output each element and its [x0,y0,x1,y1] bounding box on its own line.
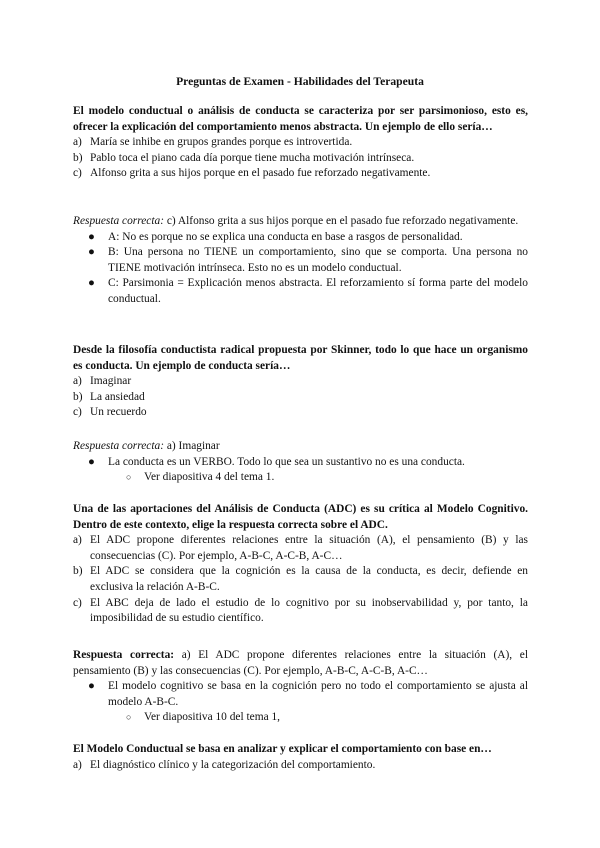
explanation-item: ● C: Parsimonia = Explicación menos abstracta. El reforzamiento sí forma parte del modelo conductual. [88,277,528,305]
explanation-subitem: ○ Ver diapositiva 10 del tema 1, [126,711,281,724]
options-list [73,758,528,774]
option-c: c) Alfonso grita a sus hijos porque en el pasado fue reforzado negativamente. [73,167,431,180]
explanation-list [73,679,528,726]
question-text: Desde la filosofía conductista radical propuesta por Skinner, todo lo que hace un organismo es conducta. Un ejemplo de conducta sería… [73,344,528,372]
question-text: Una de las aportaciones del Análisis de Conducta (ADC) es su crítica al Modelo Cognitivo. Dentro de este contexto, elige la respuesta correcta sobre el ADC. [73,503,528,531]
question-3 [73,502,528,627]
option-a: a) Imaginar [73,375,132,388]
option-a: a) El diagnóstico clínico y la categorización del comportamiento. [73,758,376,771]
correct-answer: Respuesta correcta: a) El ADC propone diferentes relaciones entre la situación (A), el pensamiento (B) y las consecuencias (C). Por ejemplo, A-B-C, A-C-B, A-C… [73,649,528,677]
option-b: b) Pablo toca el piano cada día porque tiene mucha motivación intrínseca. [73,151,415,164]
explanation-item: ● La conducta es un VERBO. Todo lo que sea un sustantivo no es una conducta. [88,455,465,468]
explanation-item: ● B: Una persona no TIENE un comportamiento, sino que se comporta. Una persona no TIENE motivación intrínseca. Esto no es un modelo conductual. [88,246,528,274]
question-2 [73,343,528,421]
option-b: b) La ansiedad [73,390,145,403]
explanation-list [73,455,528,486]
page-title: Preguntas de Examen - Habilidades del Terapeuta [176,75,424,88]
explanation-item: ● El modelo cognitivo se basa en la cognición pero no todo el comportamiento se ajusta al modelo A-B-C. [88,680,528,708]
options-list [73,135,528,182]
option-c: c) El ABC deja de lado el estudio de lo cognitivo por su inobservabilidad y, por tanto, la imposibilidad de su estudio científico. [73,596,528,625]
options-list [73,374,528,421]
question-4 [73,742,528,773]
answer-2 [73,439,528,486]
answer-1 [73,214,528,308]
option-c: c) Un recuerdo [73,406,147,419]
question-text: El Modelo Conductual se basa en analizar y explicar el comportamiento con base en… [73,743,492,755]
option-a: a) María se inhibe en grupos grandes porque es introvertida. [73,136,353,149]
option-a: a) El ADC propone diferentes relaciones entre la situación (A), el pensamiento (B) y las consecuencias (C). Por ejemplo, A-B-C, A-C-B, A-C… [73,534,528,562]
question-text: El modelo conductual o análisis de conducta se caracteriza por ser parsimonioso, esto es, ofrecer la explicación del comportamiento menos abstracta. Un ejemplo de ello sería… [73,105,528,133]
explanation-item: ● A: No es porque no se explica una conducta en base a rasgos de personalidad. [88,230,463,243]
explanation-subitem: ○ Ver diapositiva 4 del tema 1. [126,471,275,484]
options-list [73,533,528,627]
correct-answer: Respuesta correcta: a) Imaginar [73,440,220,452]
explanation-list [73,230,528,308]
answer-3 [73,648,528,726]
correct-answer: Respuesta correcta: c) Alfonso grita a sus hijos porque en el pasado fue reforzado negativamente. [73,215,519,227]
option-b: b) El ADC se considera que la cognición es la causa de la conducta, es decir, defiende en exclusiva la relación A-B-C. [73,565,528,593]
question-1 [73,104,528,182]
